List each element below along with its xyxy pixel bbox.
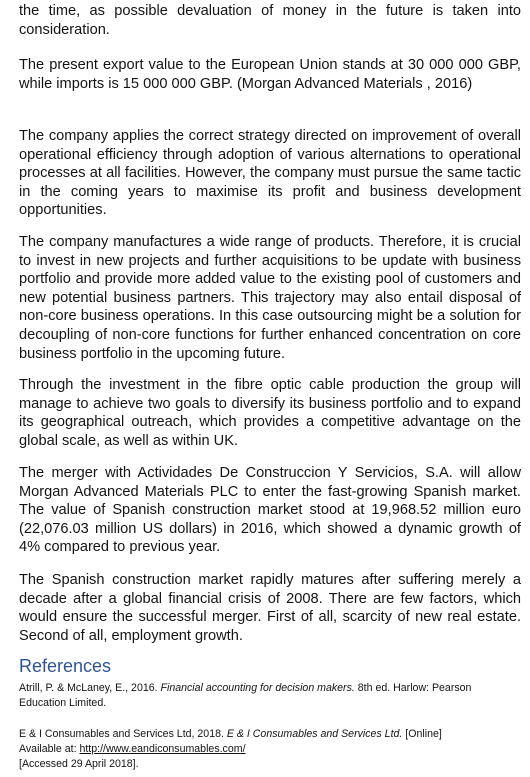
reference-entry [19, 727, 521, 772]
reference-medium: [Online] [402, 728, 442, 740]
reference-accessed: [Accessed 29 April 2018]. [19, 758, 139, 770]
reference-authors: Atrill, P. & McLaney, E., 2016. [19, 682, 161, 694]
paragraph-product-range: The company manufactures a wide range of products. Therefore, it is crucial to invest in new projects and further acquisitions to be update with business portfolio and provide more added value to the existing pool of customers and new potential business partners. This trajectory may also entail disposal of non-core business operations. In this case outsourcing might be a solution for decoupling of non-core functions for further enhanced concentration on core business portfolio in the upcoming future. [19, 234, 521, 362]
reference-publisher: 8th ed. Harlow: Pearson Education Limited. [19, 682, 472, 709]
paragraph-merger: The merger with Actividades De Construccion Y Servicios, S.A. will allow Morgan Advanced Materials PLC to enter the fast-growing Spanish market. The value of Spanish construction market stood at 19,968.52 million euro (22,076.03 million US dollars) in 2016, which showed a dynamic growth of 4% compared to previous year. [19, 465, 521, 556]
paragraph-fibre-optic: Through the investment in the fibre optic cable production the group will manage to achieve two goals to diversify its business portfolio and to expand its geographical outreach, which provides a competitive advantage on the global scale, as well as within UK. [19, 377, 521, 449]
reference-url-link[interactable]: http://www.eandiconsumables.com/ [79, 743, 246, 755]
paragraph-spanish-market: The Spanish construction market rapidly matures after suffering merely a decade after a global financial crisis of 2008. There are few factors, which would ensure the successful merger. First of all, scarcity of new real estate. Second of all, employment growth. [19, 572, 521, 644]
reference-available-label: Available at: [19, 743, 80, 755]
paragraph-export-value: The present export value to the European Union stands at 30 000 000 GBP, while imports is 15 000 000 GBP. (Morgan Advanced Materials , 2016) [19, 57, 521, 92]
reference-entry [19, 681, 521, 711]
reference-title: Financial accounting for decision makers. [160, 682, 355, 694]
references-heading: References [19, 656, 112, 676]
reference-title: E & I Consumables and Services Ltd. [226, 728, 403, 740]
reference-authors: E & I Consumables and Services Ltd, 2018. [19, 728, 227, 740]
paragraph-strategy: The company applies the correct strategy directed on improvement of overall operational efficiency through adoption of various alternations to operational processes at all facilities. However, the company must pursue the same tactic in the coming years to maximise its profit and business development opportunities. [19, 128, 521, 219]
paragraph-discounting: the time, as possible devaluation of money in the future is taken into consideration. [19, 3, 521, 38]
